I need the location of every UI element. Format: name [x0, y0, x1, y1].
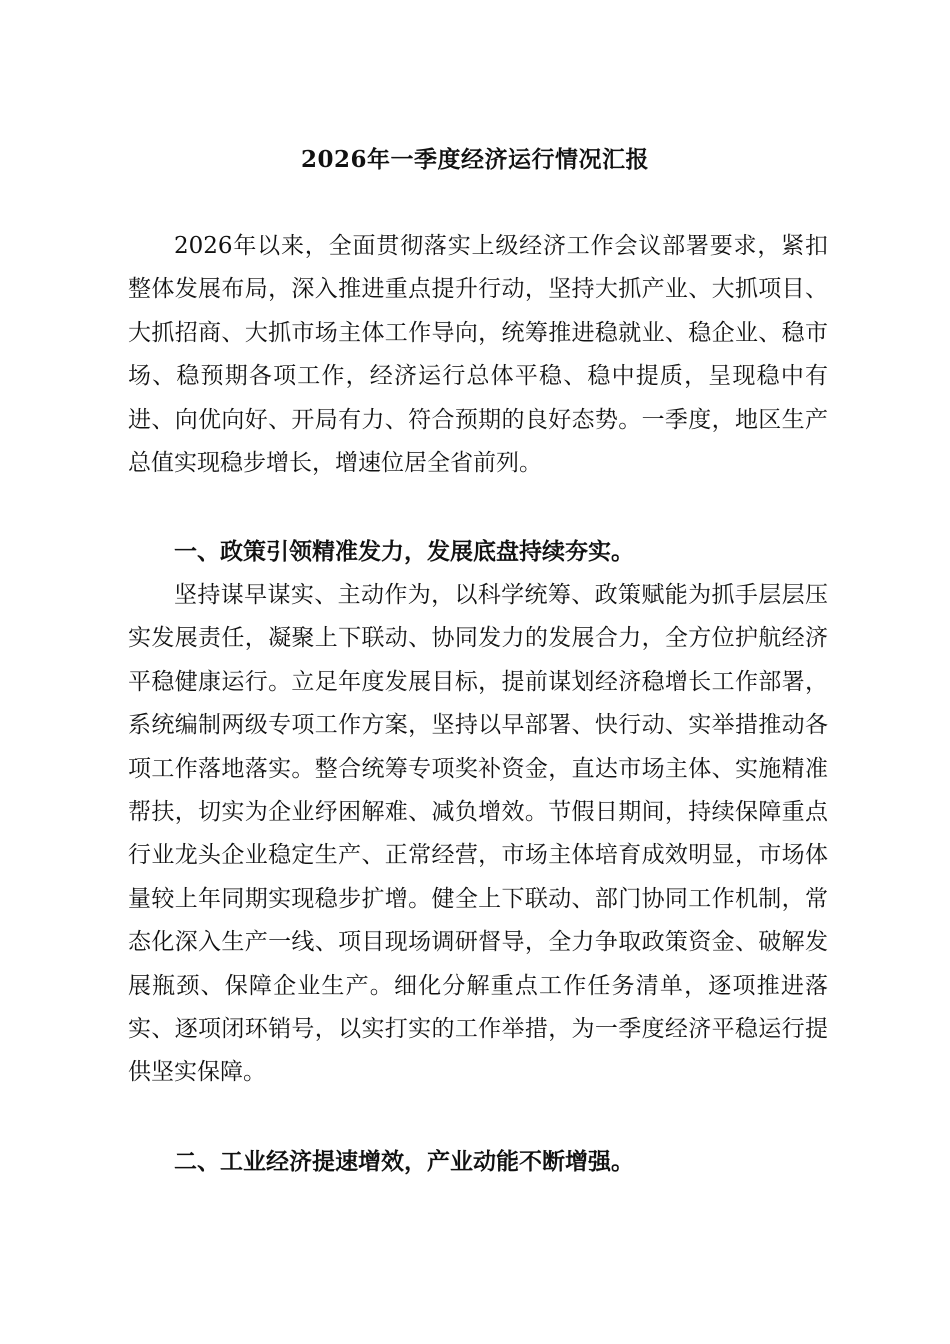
section-heading-1: 一、政策引领精准发力，发展底盘持续夯实。	[174, 538, 634, 565]
document-title: 2026年一季度经济运行情况汇报	[300, 146, 649, 173]
section-heading-2: 二、工业经济提速增效，产业动能不断增强。	[174, 1148, 634, 1175]
section-body-1: 坚持谋早谋实、主动作为，以科学统筹、政策赋能为抓手层层压实发展责任，凝聚上下联动、协同发力的发展合力，全方位护航经济平稳健康运行。立足年度发展目标，提前谋划经济稳增长工作部署，系统编制两级专项工作方案，坚持以早部署、快行动、实举措推动各项工作落地落实。整合统筹专项奖补资金，直达市场主体、实施精准帮扶，切实为企业纾困解难、减负增效。节假日期间，持续保障重点行业龙头企业稳定生产、正常经营，市场主体培育成效明显，市场体量较上年同期实现稳步扩增。健全上下联动、部门协同工作机制，常态化深入生产一线、项目现场调研督导，全力争取政策资金、破解发展瓶颈、保障企业生产。细化分解重点工作任务清单，逐项推进落实、逐项闭环销号，以实打实的工作举措，为一季度经济平稳运行提供坚实保障。	[128, 582, 828, 1086]
intro-paragraph: 2026年以来，全面贯彻落实上级经济工作会议部署要求，紧扣整体发展布局，深入推进重点提升行动，坚持大抓产业、大抓项目、大抓招商、大抓市场主体工作导向，统筹推进稳就业、稳企业、稳市场、稳预期各项工作，经济运行总体平稳、稳中提质，呈现稳中有进、向优向好、开局有力、符合预期的良好态势。一季度，地区生产总值实现稳步增长，增速位居全省前列。	[128, 233, 828, 477]
